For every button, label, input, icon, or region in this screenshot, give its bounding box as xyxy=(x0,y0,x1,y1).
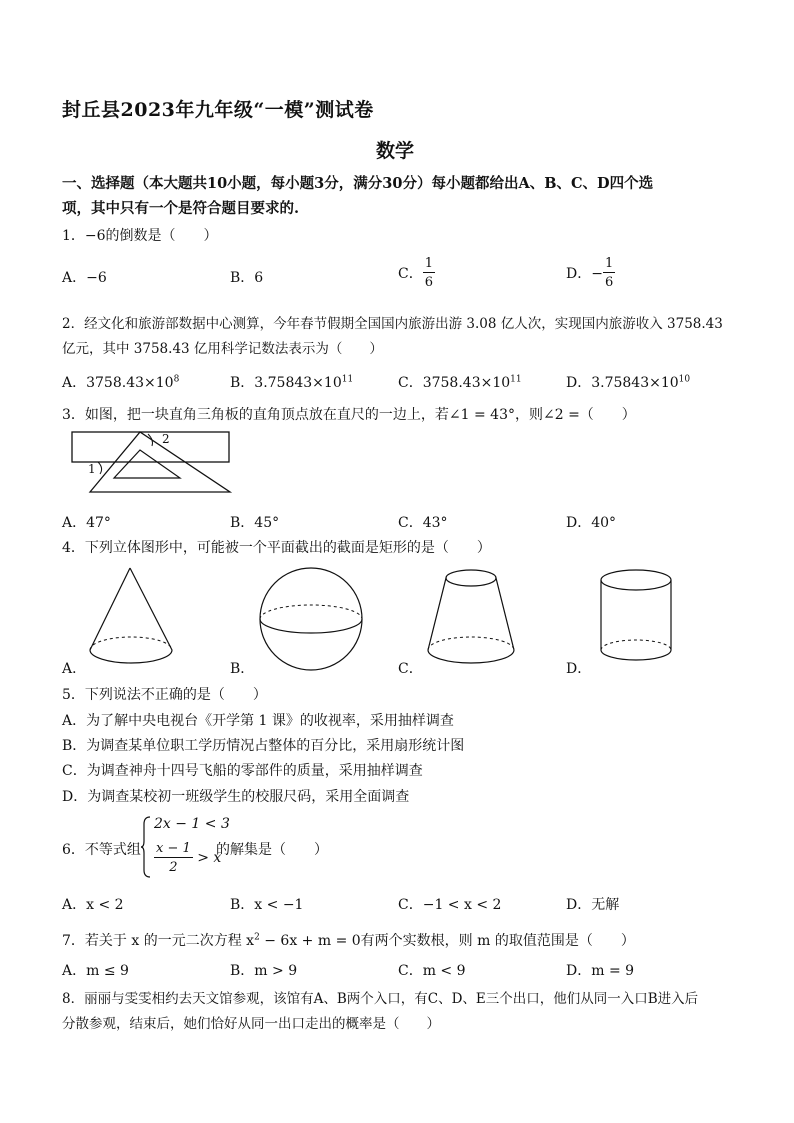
q5-option-b: B．为调查某单位职工学历情况占整体的百分比，采用扇形统计图 xyxy=(62,738,465,754)
q6-suffix: 的解集是（ ） xyxy=(216,842,328,858)
q7-option-c: C．m < 9 xyxy=(398,963,466,979)
q6-inequality-2-tail: > x xyxy=(197,850,222,866)
q7-option-d: D．m = 9 xyxy=(566,963,635,979)
q6-option-a: A．x < 2 xyxy=(62,897,124,913)
q6-frac-denominator: 2 xyxy=(169,860,178,875)
q3-angle2-label: 2 xyxy=(162,432,170,446)
q1-c-denominator: 6 xyxy=(424,275,433,290)
q6-prefix: 6．不等式组 xyxy=(62,842,141,858)
q1-d-denominator: 6 xyxy=(604,275,614,290)
q3-option-b: B．45° xyxy=(230,515,280,531)
q4-cylinder-figure xyxy=(598,566,674,668)
q6-inequality-2 xyxy=(154,842,221,874)
q2-option-a xyxy=(62,372,179,392)
q2-option-b-exponent: 11 xyxy=(341,374,354,385)
q4-option-a: A． xyxy=(62,661,87,677)
q4-stem: 4．下列立体图形中，可能被一个平面截出的截面是矩形的是（ ） xyxy=(62,540,491,556)
q3-option-c: C．43° xyxy=(398,515,448,531)
q3-option-a: A．47° xyxy=(62,515,111,531)
q7-stem-exponent: 2 xyxy=(254,932,260,943)
q2-option-d-exponent: 10 xyxy=(678,374,691,385)
q5-option-a: A．为了解中央电视台《开学第 1 课》的收视率，采用抽样调查 xyxy=(62,713,454,729)
q2-option-c-text: C．3758.43×10 xyxy=(398,375,511,391)
q5-stem: 5．下列说法不正确的是（ ） xyxy=(62,687,267,703)
q5-option-d: D．为调查某校初一班级学生的校服尺码，采用全面调查 xyxy=(62,789,410,805)
q2-option-b xyxy=(230,372,353,392)
q5-option-c: C．为调查神舟十四号飞船的零部件的质量，采用抽样调查 xyxy=(62,763,423,779)
exam-title: 封丘县2023年九年级“一模”测试卷 xyxy=(62,99,374,121)
q6-option-c: C．−1 < x < 2 xyxy=(398,897,502,913)
q6-frac-numerator: x − 1 xyxy=(156,841,191,856)
q4-cone-figure xyxy=(86,566,176,668)
q7-stem-post: − 6x + m = 0有两个实数根，则 m 的取值范围是（ ） xyxy=(259,933,635,949)
q2-option-c-exponent: 11 xyxy=(510,374,522,385)
q1-d-numerator: 1 xyxy=(604,256,614,271)
q2-option-a-exponent: 8 xyxy=(173,374,180,385)
q1-option-a: A．−6 xyxy=(62,270,107,286)
q7-stem xyxy=(62,930,635,950)
q1-option-c-label: C． xyxy=(398,266,423,282)
q8-stem-line2: 分散参观，结束后，她们恰好从同一出口走出的概率是（ ） xyxy=(62,1016,440,1032)
q2-option-d xyxy=(566,372,690,392)
q7-stem-pre: 7．若关于 x 的一元二次方程 x xyxy=(62,933,255,949)
q4-option-c: C． xyxy=(398,661,423,677)
q4-sphere-figure xyxy=(258,566,364,672)
q2-stem-line2: 亿元，其中 3758.43 亿用科学记数法表示为（ ） xyxy=(62,341,383,357)
q4-option-d: D． xyxy=(566,661,592,677)
q2-stem-line1: 2．经文化和旅游部数据中心测算，今年春节假期全国国内旅游出游 3.08 亿人次，实现国内旅游收入 3758.43 xyxy=(62,316,723,332)
q2-option-d-text: D．3.75843×10 xyxy=(566,375,679,391)
section-heading-line1: 一、选择题（本大题共10小题，每小题3分，满分30分）每小题都给出A、B、C、D四个选 xyxy=(62,175,654,192)
q6-brace xyxy=(140,816,152,878)
q6-inequality-1: 2x − 1 < 3 xyxy=(154,816,230,832)
q3-stem: 3．如图，把一块直角三角板的直角顶点放在直尺的一边上，若∠1 = 43°，则∠2 =（ ） xyxy=(62,407,636,423)
q1-c-numerator: 1 xyxy=(424,256,433,271)
q1-option-d-label: D．− xyxy=(566,266,603,282)
q3-option-d: D．40° xyxy=(566,515,617,531)
q1-option-b: B．6 xyxy=(230,270,264,286)
q4-option-b: B． xyxy=(230,661,255,677)
q1-stem: 1．−6的倒数是（ ） xyxy=(62,228,218,244)
q3-angle1-label: 1 xyxy=(88,462,96,476)
q7-option-b: B．m > 9 xyxy=(230,963,298,979)
q6-option-b: B．x < −1 xyxy=(230,897,304,913)
q2-option-b-text: B．3.75843×10 xyxy=(230,375,342,391)
section-heading-line2: 项，其中只有一个是符合题目要求的. xyxy=(62,200,300,217)
subject-title: 数学 xyxy=(376,140,415,162)
q1-option-d xyxy=(566,257,615,289)
q2-option-c xyxy=(398,372,522,392)
q7-option-a: A．m ≤ 9 xyxy=(62,963,129,979)
q4-frustum-figure xyxy=(424,566,520,668)
q2-option-a-text: A．3758.43×10 xyxy=(62,375,174,391)
q8-stem-line1: 8．丽丽与雯雯相约去天文馆参观，该馆有A、B两个入口，有C、D、E三个出口，他们从同一入口B进入后 xyxy=(62,991,699,1007)
q1-option-c xyxy=(398,257,435,289)
q6-option-d: D．无解 xyxy=(566,897,620,913)
